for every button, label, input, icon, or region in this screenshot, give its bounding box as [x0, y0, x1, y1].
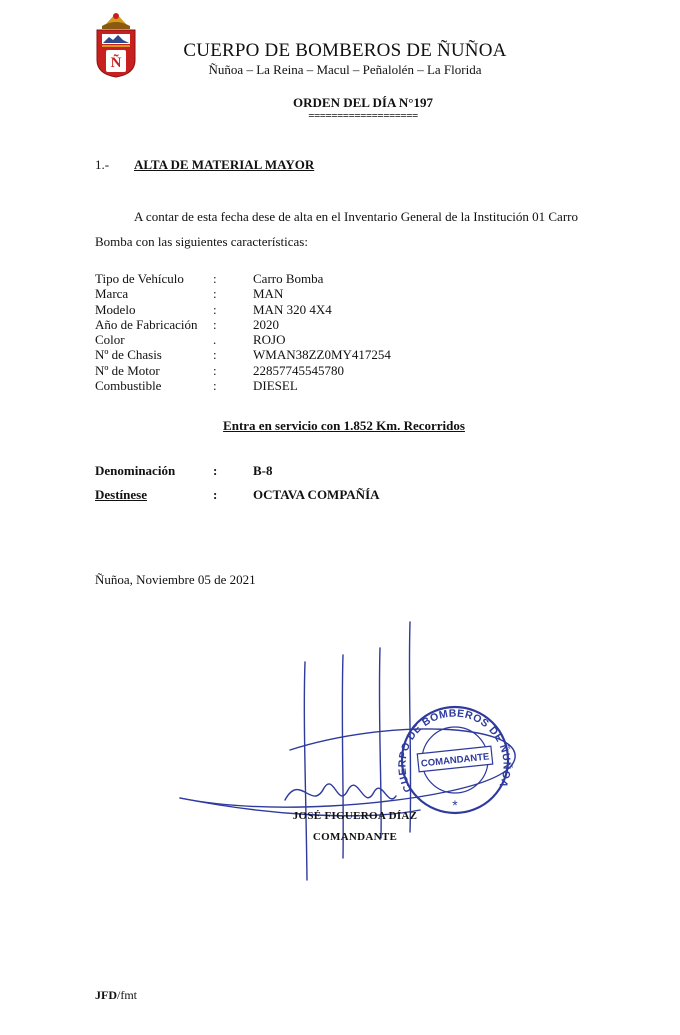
destination-label: Destínese: [95, 487, 147, 502]
signature-and-stamp: [0, 600, 680, 900]
date-line: Ñuñoa, Noviembre 05 de 2021: [95, 572, 256, 587]
spec-label: Tipo de Vehículo: [95, 271, 184, 286]
spec-separator: :: [213, 302, 217, 317]
service-note: Entra en servicio con 1.852 Km. Recorridos: [223, 418, 465, 433]
destination-separator: :: [213, 487, 218, 502]
body-paragraph-line1: A contar de esta fecha dese de alta en el Inventario General de la Institución 01 Carro: [134, 209, 578, 224]
spec-value: DIESEL: [253, 378, 298, 393]
spec-value: WMAN38ZZ0MY417254: [253, 347, 391, 362]
order-title-underline: ===================: [308, 110, 418, 122]
denomination-value: B-8: [253, 463, 273, 478]
section-title: ALTA DE MATERIAL MAYOR: [134, 157, 315, 172]
spec-value: 2020: [253, 317, 279, 332]
spec-label: Color: [95, 332, 125, 347]
spec-label: Año de Fabricación: [95, 317, 198, 332]
denomination-label: Denominación: [95, 463, 176, 478]
spec-separator: :: [213, 378, 217, 393]
spec-separator: :: [213, 271, 217, 286]
stamp-ring-text: CUERPO DE BOMBEROS DE ÑUÑOA: [396, 707, 513, 795]
spec-separator: :: [213, 363, 217, 378]
stamp-star: *: [452, 797, 458, 813]
crest-crown: [102, 13, 130, 29]
stamp-center-text: COMANDANTE: [420, 751, 490, 770]
initials-typist: /fmt: [117, 988, 137, 1002]
destination-value: OCTAVA COMPAÑÍA: [253, 487, 380, 502]
spec-label: Combustible: [95, 378, 162, 393]
spec-label: Marca: [95, 286, 129, 301]
spec-label: Nº de Motor: [95, 363, 160, 378]
signer-name: JOSÉ FIGUEROA DÍAZ: [292, 810, 418, 822]
spec-value: 22857745545780: [253, 363, 344, 378]
denomination-separator: :: [213, 463, 218, 478]
organization-name: CUERPO DE BOMBEROS DE ÑUÑOA: [183, 40, 507, 61]
section-number: 1.-: [95, 157, 110, 172]
fire-department-crest-logo: [92, 10, 140, 78]
organization-communes: Ñuñoa – La Reina – Macul – Peñalolén – La Florida: [208, 62, 482, 77]
spec-value: ROJO: [253, 332, 286, 347]
spec-separator: :: [213, 286, 217, 301]
signer-role: COMANDANTE: [312, 831, 398, 843]
spec-separator: :: [213, 347, 217, 362]
reference-initials: [95, 988, 137, 1003]
body-paragraph-line2: Bomba con las siguientes características:: [95, 234, 308, 249]
initials-author: JFD: [95, 988, 117, 1002]
order-title: ORDEN DEL DÍA N°197: [293, 95, 433, 110]
spec-separator: :: [213, 317, 217, 332]
spec-separator: .: [213, 332, 217, 347]
spec-value: Carro Bomba: [253, 271, 324, 286]
spec-value: MAN: [253, 286, 284, 301]
crest-letter: Ñ: [110, 55, 122, 71]
spec-value: MAN 320 4X4: [253, 302, 332, 317]
spec-label: Nº de Chasis: [95, 347, 162, 362]
spec-label: Modelo: [95, 302, 136, 317]
